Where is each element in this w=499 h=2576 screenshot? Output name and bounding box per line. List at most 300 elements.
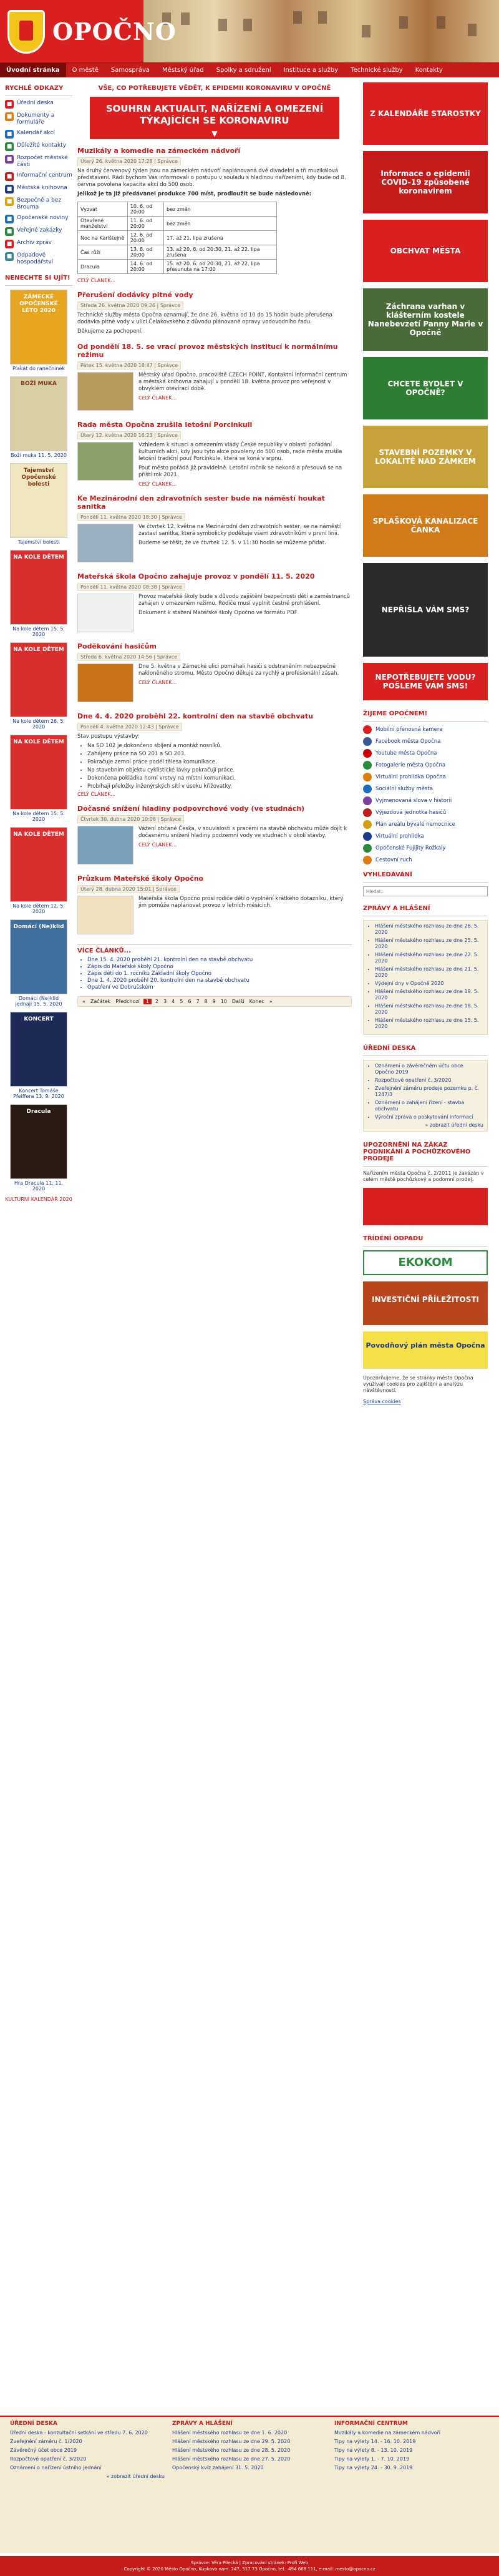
covid-banner[interactable] xyxy=(90,97,339,139)
news-text: Na druhý červenový týden jsou na zámeckém nádvoří naplánovaná dvě divadelní a tři muzikálová představení. Rádi bychom Vás informovali o postupu v souladu s hladinou nařízeními, kdy bude od 8. června povolena kapacita akcí do 500 osob. xyxy=(77,168,346,188)
news-subtext: Děkujeme za pochopení. xyxy=(77,328,143,335)
official-board-list xyxy=(367,1063,483,1120)
quick-link-icon: ■ xyxy=(5,240,14,248)
live-link[interactable] xyxy=(363,749,488,758)
quick-link-label: Dokumenty a formuláře xyxy=(17,112,55,125)
live-link-label: Mobilní přenosná kamera xyxy=(375,727,443,733)
nav-item[interactable]: Instituce a služby xyxy=(283,67,339,74)
footer-board-item[interactable]: Rozpočtové opatření č. 3/2020 xyxy=(10,2456,87,2462)
promo-banner[interactable] xyxy=(363,82,488,145)
news-meta: Čtvrtek 30. dubna 2020 10:08 | Správce xyxy=(77,815,184,823)
event-poster[interactable] xyxy=(10,919,67,1007)
pagination-item[interactable]: 3 xyxy=(163,999,167,1004)
pagination-item[interactable]: 9 xyxy=(212,999,216,1004)
read-more-link[interactable]: CELÝ ČLÁNEK... xyxy=(138,842,177,848)
quick-link[interactable] xyxy=(5,172,72,181)
live-link[interactable] xyxy=(363,808,488,817)
news-meta: Úterý 26. května 2020 17:28 | Správce xyxy=(77,157,181,165)
schedule-cell: Otevřené manželství xyxy=(78,217,128,231)
live-link[interactable] xyxy=(363,725,488,734)
quick-link-icon: ■ xyxy=(5,112,14,121)
promo-banner[interactable] xyxy=(363,663,488,700)
footer-info-item[interactable]: Tipy na výlety 14. - 16. 10. 2019 xyxy=(334,2439,416,2444)
news-thumbnail[interactable] xyxy=(77,896,133,934)
news-text: Provoz mateřské školy bude s důvodu zajištění bezpečnosti dětí a zaměstnanců zahájen v omezeném režimu. Rodiče musí vyplnit čestné prohlášení. xyxy=(138,594,351,607)
quick-link[interactable] xyxy=(5,252,72,266)
news-article xyxy=(77,712,352,797)
warning-text: Nařízením města Opočna č. 2/2011 je zakázán v celém městě pochůzkový a podomní prodej. xyxy=(363,1170,484,1182)
news-article xyxy=(77,343,352,413)
poster-image xyxy=(10,1012,67,1087)
live-link-icon xyxy=(363,820,372,829)
news-reports-title: ZPRÁVY A HLÁŠENÍ xyxy=(363,901,488,916)
footer-news-item[interactable]: Hlášení městského rozhlasu ze dne 27. 5. 2020 xyxy=(172,2456,291,2462)
live-link-label: Facebook města Opočna xyxy=(375,738,441,745)
news-meta: Pátek 15. května 2020 18:47 | Správce xyxy=(77,361,181,370)
live-link-label: Sociální služby města xyxy=(375,786,433,792)
event-poster[interactable] xyxy=(10,1104,67,1192)
pagination-item[interactable]: 7 xyxy=(196,999,200,1004)
news-article xyxy=(77,642,352,705)
poster-image xyxy=(10,550,67,625)
news-list xyxy=(77,147,352,937)
quick-link-icon: ■ xyxy=(5,197,14,206)
poster-caption: Boží muka 11. 5. 2020 xyxy=(11,453,67,458)
live-link-label: Plán areálu bývalé nemocnice xyxy=(375,821,455,828)
quick-link[interactable] xyxy=(5,112,72,126)
news-text: Dne 5. května v Zámecké ulici pomáhali hasiči s odstraněním nebezpečně nakloněného stromu. Město Opočno děkuje za rychlý a profesionální zásah. xyxy=(138,664,339,677)
schedule-cell: 14. 6. od 20:00 xyxy=(127,260,163,274)
older-articles xyxy=(77,944,352,991)
promo-banner-text: NEPŘIŠLA VÁM SMS? xyxy=(363,563,488,657)
pagination xyxy=(77,996,352,1007)
pagination-item[interactable]: 10 xyxy=(220,999,227,1004)
live-link-label: Fotogalerie města Opočna xyxy=(375,762,446,768)
footer-news xyxy=(168,2421,331,2549)
poster-caption: Na kole dětem 15. 5. 2020 xyxy=(12,811,65,822)
news-text: Vážení občané Česka, v souvislosti s pracemi na stavbě obchvatu může dojít k dočasnému snížení hladiny podzemní vody ve studnách v okolí stavby. xyxy=(138,826,347,839)
quick-link-icon: ■ xyxy=(5,252,14,261)
schedule-cell: 15. až 20. 6. od 20:30, 21. až 22. lipa přesunuta na 17:00 xyxy=(164,260,277,274)
copyright-line: Copyright © 2020 Město Opočno, Kupkovo nám. 247, 517 73 Opočno, tel.: 494 668 111, e-mail: mesto@opocno.cz xyxy=(124,2567,375,2572)
news-report-link[interactable]: • Výdejní dny v Opočně 2020 xyxy=(375,981,483,987)
poster-image-text: NA KOLE DĚTEM xyxy=(13,647,64,653)
news-article xyxy=(77,421,352,487)
covid-alert-link[interactable]: VŠE, CO POTŘEBUJETE VĚDĚT, K EPIDEMII KORONAVIRU V OPOČNĚ xyxy=(98,85,331,92)
pagination-item[interactable]: 5 xyxy=(180,999,183,1004)
site-name: OPOČNO xyxy=(52,17,177,46)
pagination-item[interactable]: Začátek xyxy=(90,999,111,1004)
culture-calendar-link[interactable]: KULTURNÍ KALENDÁŘ 2020 xyxy=(5,1197,72,1202)
promo-banner[interactable] xyxy=(363,151,488,213)
poster-image-text: Domácí (Ne)klid xyxy=(13,924,64,930)
live-link-icon xyxy=(363,808,372,817)
footer-info-item[interactable]: Tipy na výlety 8. - 13. 10. 2019 xyxy=(334,2447,413,2453)
news-text: Stav postupu výstavby: xyxy=(77,733,140,740)
site-footer xyxy=(0,2416,499,2553)
news-title[interactable]: Mateřská škola Opočno zahajuje provoz v pondělí 11. 5. 2020 xyxy=(77,572,315,580)
read-more-link[interactable]: CELÝ ČLÁNEK... xyxy=(138,481,177,487)
footer-news-item[interactable]: Hlášení městského rozhlasu ze dne 1. 6. 2020 xyxy=(172,2430,288,2436)
live-link-icon xyxy=(363,737,372,746)
read-more-link[interactable]: CELÝ ČLÁNEK... xyxy=(77,791,116,797)
nav-item[interactable]: O městě xyxy=(72,67,99,74)
news-thumbnail[interactable] xyxy=(77,664,133,702)
news-article xyxy=(77,874,352,937)
poster-image-text: ZÁMECKÉ OPOČENSKÉ LÉTO 2020 xyxy=(19,294,58,314)
news-report-link[interactable]: • Hlášení městského rozhlasu ze dne 15. 5. 2020 xyxy=(375,1017,483,1030)
quick-link-icon: ■ xyxy=(5,227,14,236)
live-link[interactable] xyxy=(363,761,488,770)
live-link[interactable] xyxy=(363,737,488,746)
footer-board-list xyxy=(10,2430,165,2471)
official-board-title: ÚŘEDNÍ DESKA xyxy=(363,1041,488,1056)
quick-link-label: Úřední deska xyxy=(17,100,54,106)
news-bullet: • Dokončena pokládka horní vrstvy na místní komunikaci. xyxy=(87,775,352,782)
pagination-item[interactable]: 4 xyxy=(172,999,175,1004)
live-link-icon xyxy=(363,785,372,793)
right-sidebar xyxy=(357,82,494,1410)
poster-image xyxy=(10,376,67,451)
quick-link[interactable] xyxy=(5,215,72,223)
nav-item[interactable]: Městský úřad xyxy=(162,67,204,74)
footer-board-item[interactable]: Zveřejnění záměru č. 1/2020 xyxy=(10,2439,82,2444)
event-poster[interactable] xyxy=(10,290,67,371)
investment-banner[interactable]: INVESTIČNÍ PŘÍLEŽITOSTI xyxy=(363,1281,488,1325)
news-title[interactable]: Dne 4. 4. 2020 proběhl 22. kontrolní den na stavbě obchvatu xyxy=(77,712,313,720)
live-link[interactable] xyxy=(363,773,488,781)
older-article-link[interactable]: • Opatření ve Dobrušském xyxy=(87,984,352,991)
news-report-link[interactable]: • Hlášení městského rozhlasu ze dne 25. 5. 2020 xyxy=(375,938,483,950)
live-links-list xyxy=(363,725,488,864)
quick-link[interactable] xyxy=(5,100,72,109)
live-link-icon xyxy=(363,844,372,853)
footer-info-item[interactable]: Muzikály a komedie na zámeckém nádvoří xyxy=(334,2430,440,2436)
news-subtext: Pouť město pořádá již pravidelně. Letošní ročník se nekoná a přesouvá se na příští rok 2021. xyxy=(138,465,342,478)
event-poster[interactable] xyxy=(10,463,67,545)
event-poster[interactable] xyxy=(10,1012,67,1099)
promo-banner-text: NEPOTŘEBUJETE VODU? POŠLEME VÁM SMS! xyxy=(363,663,488,700)
pagination-item[interactable]: « xyxy=(82,999,85,1004)
warning-title: UPOZORNĚNÍ NA ZÁKAZ PODNIKÁNÍ A POCHŮZKOVÉHO PRODEJE xyxy=(363,1138,488,1167)
footer-news-title: ZPRÁVY A HLÁŠENÍ xyxy=(172,2421,233,2427)
read-more-link[interactable]: CELÝ ČLÁNEK... xyxy=(138,395,177,401)
official-board-item[interactable]: • Rozpočtové opatření č. 3/2020 xyxy=(375,1077,483,1084)
live-link-label: Výjezdová jednotka hasičů xyxy=(375,810,447,816)
covid-banner-text: SOUHRN AKTUALIT, NAŘÍZENÍ A OMEZENÍ TÝKAJÍCÍCH SE KORONAVIRU xyxy=(105,103,324,126)
nav-item[interactable]: Úvodní stránka xyxy=(0,63,66,77)
schedule-cell: Vyzvat xyxy=(78,202,128,217)
footer-info-list xyxy=(334,2430,489,2471)
quick-link[interactable] xyxy=(5,227,72,236)
site-header xyxy=(0,0,499,62)
poster-image xyxy=(10,1104,67,1179)
live-link-icon xyxy=(363,749,372,758)
news-bullet: • Pokračuje zemní práce podél tělesa komunikace. xyxy=(87,759,352,766)
quick-link[interactable] xyxy=(5,130,72,139)
poster-image xyxy=(10,735,67,810)
schedule-cell: 17. až 21. lipa zrušena xyxy=(164,231,277,245)
promo-banner-text: STAVEBNÍ POZEMKY V LOKALITĚ NAD ZÁMKEM xyxy=(363,426,488,488)
live-link-label: Virtuální prohlídka xyxy=(375,833,424,840)
official-board-item[interactable]: • Výroční zpráva o poskytování informací xyxy=(375,1114,483,1120)
schedule-cell: Čas růží xyxy=(78,245,128,260)
news-thumbnail[interactable] xyxy=(77,826,133,864)
search-title: VYHLEDÁVÁNÍ xyxy=(363,868,488,883)
nav-item[interactable]: Technické služby xyxy=(351,67,403,74)
footer-news-list xyxy=(172,2430,327,2471)
quick-link-label: Opočenské noviny xyxy=(17,215,69,221)
quick-link-icon: ■ xyxy=(5,130,14,139)
pagination-item[interactable]: 1 xyxy=(143,999,152,1004)
pagination-item[interactable]: Konec xyxy=(249,999,264,1004)
live-link[interactable] xyxy=(363,832,488,841)
quick-link-label: Informační centrum xyxy=(17,172,72,179)
quick-link-label: Archiv zpráv xyxy=(17,240,52,246)
promo-banner[interactable] xyxy=(363,288,488,351)
poster-caption: Domácí (Ne)klid jednají 15. 5. 2020 xyxy=(15,996,62,1007)
schedule-table xyxy=(77,202,277,274)
quick-link[interactable] xyxy=(5,142,72,151)
official-board-item[interactable]: • Oznámení o závěrečném účtu obce Opočno 2019 xyxy=(375,1063,483,1075)
cookie-settings-link[interactable]: Správa cookies xyxy=(363,1399,401,1404)
quick-link-label: Důležité kontakty xyxy=(17,142,67,149)
live-link[interactable] xyxy=(363,856,488,864)
footer-info-item[interactable]: Tipy na výlety 24. - 30. 9. 2019 xyxy=(334,2465,413,2471)
news-thumbnail[interactable] xyxy=(77,372,133,411)
promo-banner-text: Záchrana varhan v klášterním kostele Nanebevzetí Panny Marie v Opočně xyxy=(363,288,488,351)
poster-image xyxy=(10,642,67,717)
poster-image xyxy=(10,463,67,538)
quick-link[interactable] xyxy=(5,155,72,169)
news-thumbnail[interactable] xyxy=(77,594,133,632)
left-sidebar xyxy=(5,82,72,1410)
event-poster[interactable] xyxy=(10,642,67,730)
site-logo[interactable] xyxy=(0,0,177,62)
quick-link-icon: ■ xyxy=(5,142,14,151)
older-articles-title: VÍCE ČLÁNKŮ... xyxy=(77,948,132,954)
news-article xyxy=(77,494,352,565)
dont-miss-title: NENECHTE SI UJÍT! xyxy=(5,272,72,286)
live-link-icon xyxy=(363,832,372,841)
news-reports-box xyxy=(363,920,488,1035)
promo-banners xyxy=(357,82,494,700)
news-meta: Úterý 28. dubna 2020 15:01 | Správce xyxy=(77,885,180,893)
footer-board-title: ÚŘEDNÍ DESKA xyxy=(10,2421,57,2427)
news-text: Technické služby města Opočna oznamují, že dne 26. května od 10 do 15 hodin bude přerušena dodávka pitné vody v ulici Čelakovského z důvodu plánované opravy vodovodního řadu. xyxy=(77,312,332,325)
live-link-icon xyxy=(363,725,372,734)
flood-plan-banner[interactable]: Povodňový plán města Opočna xyxy=(363,1331,488,1369)
arrow-down-icon: ▼ xyxy=(211,129,218,138)
news-meta: Pondělí 11. května 2020 08:38 | Správce xyxy=(77,583,185,591)
schedule-cell: bez změn xyxy=(164,217,277,231)
news-title[interactable]: Od pondělí 18. 5. se vrací provoz městských institucí k normálnímu režimu xyxy=(77,343,338,359)
schedule-cell: Dracula xyxy=(78,260,128,274)
quick-link-label: Kalendář akcí xyxy=(17,130,55,136)
footer-board-item[interactable]: Závěrečný účet obce 2019 xyxy=(10,2447,77,2453)
news-report-link[interactable]: • Hlášení městského rozhlasu ze dne 21. 5. 2020 xyxy=(375,966,483,979)
footer-news-item[interactable]: Hlášení městského rozhlasu ze dne 29. 5. 2020 xyxy=(172,2439,291,2444)
live-link[interactable] xyxy=(363,796,488,805)
search-input[interactable] xyxy=(363,886,488,896)
news-report-link[interactable]: • Hlášení městského rozhlasu ze dne 22. 5. 2020 xyxy=(375,952,483,964)
quick-link-label: Bezpečně a bez Brouma xyxy=(17,197,62,210)
promo-banner[interactable] xyxy=(363,563,488,657)
nav-item[interactable]: Samospráva xyxy=(110,67,150,74)
news-report-link[interactable]: • Hlášení městského rozhlasu ze dne 19. 5. 2020 xyxy=(375,989,483,1001)
live-link-label: Opočenské Fujijity Rožkaly xyxy=(375,845,446,851)
quick-link-icon: ■ xyxy=(5,215,14,223)
footer-official-board xyxy=(6,2421,168,2549)
promo-banner-text: CHCETE BYDLET V OPOČNĚ? xyxy=(363,357,488,419)
news-article xyxy=(77,572,352,635)
quick-link[interactable] xyxy=(5,240,72,248)
news-subtext: Jelikož je ta již předávanei produkce 700 míst, prodloužit se bude následovně: xyxy=(77,191,312,197)
poster-image xyxy=(10,290,67,365)
news-thumbnail[interactable] xyxy=(77,442,133,481)
news-subtext: Dokument k stažení Mateřské školy Opočno ve formátu PDF xyxy=(138,610,298,616)
news-title[interactable]: Průzkum Mateřské školy Opočno xyxy=(77,874,204,883)
older-article-link[interactable]: • Zápis do Mateřské školy Opočno xyxy=(87,964,352,971)
news-article xyxy=(77,291,352,335)
cookie-notice: Upozorňujeme, že se stránky města Opočna využívají cookies pro zajištění a analýzu návštěvnosti. xyxy=(363,1375,473,1393)
news-text: Ve čtvrtek 12. května na Mezinárodní den zdravotních sester, se na náměstí zastaví sanitka, která symbolicky poděkuje všem zdravotníkům v první linii. xyxy=(138,524,341,537)
live-link[interactable] xyxy=(363,785,488,793)
event-poster[interactable] xyxy=(10,827,67,914)
footer-board-item[interactable]: Úřední deska - konzultační setkání ve středu 7. 6. 2020 xyxy=(10,2430,148,2436)
promo-banner[interactable] xyxy=(363,494,488,557)
live-link-icon xyxy=(363,796,372,805)
poster-caption: Na kole dětem 15. 5. 2020 xyxy=(12,626,65,637)
ekokom-logo[interactable]: EKOKOM xyxy=(363,1250,488,1275)
promo-banner[interactable] xyxy=(363,357,488,419)
live-link-icon xyxy=(363,773,372,781)
posters-list xyxy=(5,290,72,1192)
news-meta: Pondělí 11. května 2020 18:30 | Správce xyxy=(77,513,185,521)
copyright-bar xyxy=(0,2556,499,2576)
quick-link-label: Odpadové hospodářství xyxy=(17,252,54,265)
news-report-link[interactable]: • Hlášení městského rozhlasu ze dne 26. 5. 2020 xyxy=(375,923,483,936)
event-poster[interactable] xyxy=(10,550,67,637)
news-title[interactable]: Muzikály a komedie na zámeckém nádvoří xyxy=(77,147,241,155)
live-link[interactable] xyxy=(363,820,488,829)
quick-links-list xyxy=(5,100,72,266)
schedule-cell: 11. 6. od 20:00 xyxy=(127,217,163,231)
poster-caption: Tajemství bolesti xyxy=(17,539,60,545)
pagination-item[interactable]: Předchozí xyxy=(115,999,140,1004)
coat-of-arms-icon xyxy=(7,10,45,54)
pagination-item[interactable]: 6 xyxy=(188,999,191,1004)
official-board-box xyxy=(363,1060,488,1132)
quick-link-label: Rozpočet městské části xyxy=(17,155,68,168)
poster-caption: Hra Dracula 11. 11. 2020 xyxy=(14,1180,64,1192)
footer-info-centre xyxy=(331,2421,493,2549)
poster-image-text: Tajemství Opočenské bolesti xyxy=(21,468,56,487)
news-meta: Úterý 12. května 2020 16:23 | Správce xyxy=(77,431,181,439)
official-board-item[interactable]: • Oznámení o zahájení řízení - stavba obchvatu xyxy=(375,1100,483,1112)
footer-news-item[interactable]: Hlášení městského rozhlasu ze dne 28. 5. 2020 xyxy=(172,2447,291,2453)
news-report-link[interactable]: • Hlášení městského rozhlasu ze dne 18. 5. 2020 xyxy=(375,1003,483,1016)
news-article xyxy=(77,147,352,283)
live-link-icon xyxy=(363,761,372,770)
news-title[interactable]: Ke Mezinárodní den zdravotních sester bude na náměstí houkat sanitka xyxy=(77,494,325,511)
footer-board-more-link[interactable]: » zobrazit úřední desku xyxy=(106,2474,165,2479)
header-photo xyxy=(143,0,499,62)
news-title[interactable]: Rada města Opočna zrušila letošní Porcinkuli xyxy=(77,421,253,429)
event-poster[interactable] xyxy=(10,735,67,822)
older-article-link[interactable]: • Zápis dětí do 1. ročníku Základní školy Opočno xyxy=(87,971,352,977)
news-title[interactable]: Dočasné snížení hladiny podpovrchové vody (ve studnách) xyxy=(77,805,305,813)
news-reports-list xyxy=(367,923,483,1030)
schedule-cell: Noc na Karlštejně xyxy=(78,231,128,245)
quick-link[interactable] xyxy=(5,197,72,211)
poster-image xyxy=(10,827,67,902)
news-title[interactable]: Přerušení dodávky pitné vody xyxy=(77,291,193,299)
older-articles-list xyxy=(77,957,352,991)
footer-board-item[interactable]: Oznámení o nařízení ústního jednání xyxy=(10,2465,102,2471)
news-thumbnail[interactable] xyxy=(77,524,133,562)
main-navigation xyxy=(0,62,499,77)
read-more-link[interactable]: CELÝ ČLÁNEK... xyxy=(138,680,177,685)
event-poster[interactable] xyxy=(10,376,67,458)
quick-link-icon: ■ xyxy=(5,185,14,193)
promo-banner-text: Informace o epidemii COVID-19 způsobené koronavirem xyxy=(363,151,488,213)
poster-image-text: BOŽÍ MUKA xyxy=(21,381,57,387)
pagination-item[interactable]: » xyxy=(269,999,273,1004)
footer-info-item[interactable]: Tipy na výlety 1. - 7. 10. 2019 xyxy=(334,2456,410,2462)
live-link-label: Virtuální prohlídka Opočna xyxy=(375,774,446,780)
schedule-cell: 13. až 20. 6. od 20:30, 21. až 22. lipa zrušena xyxy=(164,245,277,260)
schedule-cell: bez změn xyxy=(164,202,277,217)
news-article xyxy=(77,805,352,867)
pagination-item[interactable]: 8 xyxy=(204,999,208,1004)
nav-item[interactable]: Kontakty xyxy=(415,67,443,74)
quick-link-icon: ■ xyxy=(5,100,14,109)
older-article-link[interactable]: • Dne 1. 4. 2020 proběhl 20. kontrolní den na stavbě obchvatu xyxy=(87,977,352,984)
promo-banner-text: SPLAŠKOVÁ KANALIZACE ČANKA xyxy=(363,494,488,557)
live-link[interactable] xyxy=(363,844,488,853)
schedule-cell: 13. 6. od 20:00 xyxy=(127,245,163,260)
live-link-label: Vyjmenovaná slova v historii xyxy=(375,798,452,804)
poster-image-text: NA KOLE DĚTEM xyxy=(13,554,64,561)
quick-link[interactable] xyxy=(5,185,72,193)
news-text: Mateřská škola Opočno prosí rodiče dětí o vyplnění krátkého dotazníku, který jim pomůže naplánovat provoz v letních měsících. xyxy=(138,896,344,909)
footer-news-item[interactable]: Opočenský kvíz zahájení 31. 5. 2020 xyxy=(172,2465,264,2471)
pagination-item[interactable]: Další xyxy=(231,999,245,1004)
live-link-icon xyxy=(363,856,372,864)
official-board-more-link[interactable]: » zobrazit úřední desku xyxy=(425,1122,483,1128)
news-bullet: • Na stavebním objektu cyklistické lávky pokračují práce. xyxy=(87,767,352,774)
news-title[interactable]: Poděkování hasičům xyxy=(77,642,157,650)
news-bullet: • Na SO 102 je dokončeno sbíjení a montáž nosníků. xyxy=(87,743,352,750)
read-more-link[interactable]: CELÝ ČLÁNEK... xyxy=(77,278,116,283)
promo-banner[interactable] xyxy=(363,220,488,282)
nav-item[interactable]: Spolky a sdružení xyxy=(216,67,271,74)
poster-caption: Plakát do ranečninek xyxy=(12,366,65,371)
regional-logo[interactable] xyxy=(363,1188,488,1225)
pagination-item[interactable]: 2 xyxy=(155,999,159,1004)
older-article-link[interactable]: • Dne 15. 4. 2020 proběhl 21. kontrolní den na stavbě obchvatu xyxy=(87,957,352,964)
credits-line: Správce: Věra Pilecká | Zpracování stránek: Profi Web xyxy=(191,2560,308,2565)
main-content xyxy=(77,82,352,1410)
promo-banner-text: Z KALENDÁŘE STAROSTKY xyxy=(363,82,488,145)
official-board-item[interactable]: • Zveřejnění záměru prodeje pozemku p. č. 1247/3 xyxy=(375,1085,483,1098)
live-link-label: Youtube města Opočna xyxy=(375,750,437,757)
poster-caption: Na kole dětem 26. 5. 2020 xyxy=(12,718,65,730)
promo-banner[interactable] xyxy=(363,426,488,488)
poster-caption: Koncert Tomáše Pfeiffera 13. 9. 2020 xyxy=(13,1088,64,1099)
news-bullet: • Probíhají přeložky inženýrských sítí v úseku křižovatky. xyxy=(87,783,352,790)
